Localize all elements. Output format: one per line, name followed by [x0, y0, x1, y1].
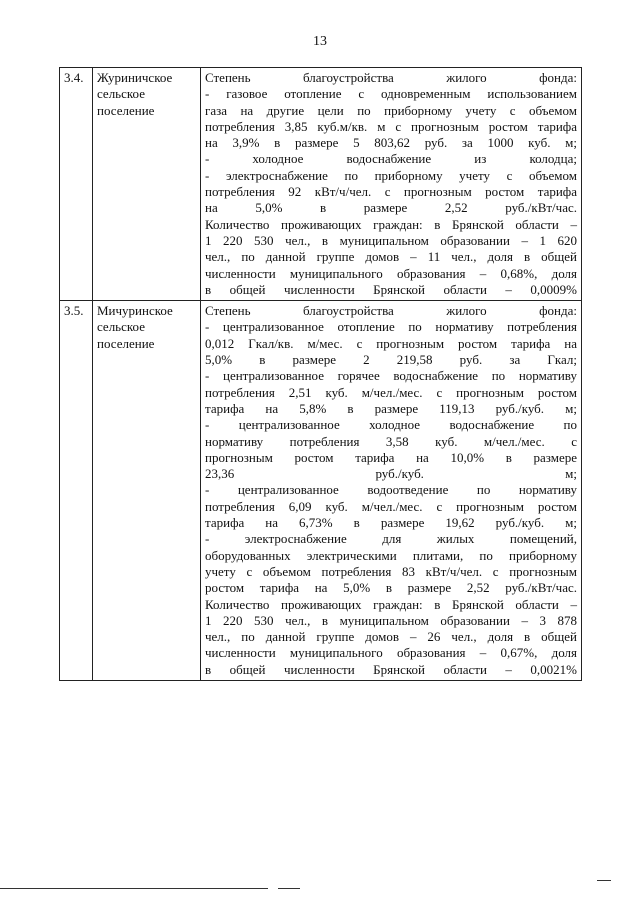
table-row	[60, 68, 582, 301]
description-line: - холодное водоснабжение из колодца;	[205, 151, 577, 167]
settlement-name	[93, 301, 201, 681]
description-line: - электроснабжение по приборному учету с объемом	[205, 167, 577, 183]
footer-tick-mark	[597, 880, 611, 881]
table-row	[60, 301, 582, 681]
description-line: - централизованное водоотведение по нормативу	[205, 482, 577, 498]
description-line: на 5,0% в размере 2,52 руб./кВт/час.	[205, 200, 577, 216]
settlement-name-line: сельское	[97, 319, 145, 335]
settlement-name	[93, 68, 201, 301]
description-line: 0,012 Гкал/кв. м/мес. с прогнозным ростом тарифа на	[205, 335, 577, 351]
description-line: - централизованное горячее водоснабжение по нормативу	[205, 368, 577, 384]
settlements-table	[59, 67, 582, 681]
page-number: 13	[313, 34, 327, 49]
description-line: Количество проживающих граждан: в Брянской области –	[205, 216, 577, 232]
footer-line-left	[0, 888, 268, 889]
description-line: - централизованное отопление по нормативу потребления	[205, 319, 577, 335]
description-line: - централизованное холодное водоснабжение по	[205, 417, 577, 433]
description-line: нормативу потребления 3,58 куб. м/чел./мес. с	[205, 433, 577, 449]
description-line: учету с объемом потребления 83 кВт/ч/чел. с прогнозным	[205, 563, 577, 579]
description-line: потребления 3,85 куб.м/кв. м с прогнозным ростом тарифа	[205, 118, 577, 134]
row-number: 3.4.	[60, 68, 93, 301]
description-line: численности муниципального образования – 0,68%, доля	[205, 265, 577, 281]
description-line: в общей численности Брянской области – 0,0009%	[205, 281, 577, 297]
footer-line-segment	[278, 888, 300, 889]
row-number: 3.5.	[60, 301, 93, 681]
description-line: - электроснабжение для жилых помещений,	[205, 531, 577, 547]
description-line: в общей численности Брянской области – 0,0021%	[205, 661, 577, 677]
housing-description	[201, 68, 582, 301]
description-line: численности муниципального образования – 0,67%, доля	[205, 645, 577, 661]
settlement-name-line: Журиничское	[97, 70, 173, 85]
description-line: 1 220 530 чел., в муниципальном образовании – 3 878	[205, 612, 577, 628]
description-line: Количество проживающих граждан: в Брянской области –	[205, 596, 577, 612]
settlement-name-line: Мичуринское	[97, 303, 173, 319]
description-line: тарифа на 6,73% в размере 19,62 руб./куб. м;	[205, 515, 577, 531]
description-line: потребления 92 кВт/ч/чел. с прогнозным ростом тарифа	[205, 184, 577, 200]
description-line: 1 220 530 чел., в муниципальном образовании – 1 620	[205, 232, 577, 248]
description-line: оборудованных электрическими плитами, по приборному	[205, 547, 577, 563]
description-line: потребления 6,09 куб. м/чел./мес. с прогнозным ростом	[205, 498, 577, 514]
description-line: ростом тарифа на 5,0% в размере 2,52 руб./кВт/час.	[205, 580, 577, 596]
settlement-name-line: сельское	[97, 86, 145, 102]
settlement-name-line: поселение	[97, 335, 155, 351]
description-line: потребления 2,51 куб. м/чел./мес. с прогнозным ростом	[205, 384, 577, 400]
description-line: газа на другие цели по приборному учету с объемом	[205, 102, 577, 118]
description-line: чел., по данной группе домов – 26 чел., доля в общей	[205, 629, 577, 645]
housing-description	[201, 301, 582, 681]
description-line: Степень благоустройства жилого фонда:	[205, 70, 577, 85]
description-line: 23,36 руб./куб. м;	[205, 466, 577, 482]
description-line: - газовое отопление с одновременным использованием	[205, 86, 577, 102]
description-line: на 3,9% в размере 5 803,62 руб. за 1000 куб. м;	[205, 135, 577, 151]
description-line: тарифа на 5,8% в размере 119,13 руб./куб. м;	[205, 400, 577, 416]
description-line: Степень благоустройства жилого фонда:	[205, 303, 577, 319]
description-line: чел., по данной группе домов – 11 чел., доля в общей	[205, 249, 577, 265]
settlement-name-line: поселение	[97, 102, 155, 118]
description-line: 5,0% в размере 2 219,58 руб. за Гкал;	[205, 352, 577, 368]
description-line: прогнозным ростом тарифа на 10,0% в размере	[205, 449, 577, 465]
